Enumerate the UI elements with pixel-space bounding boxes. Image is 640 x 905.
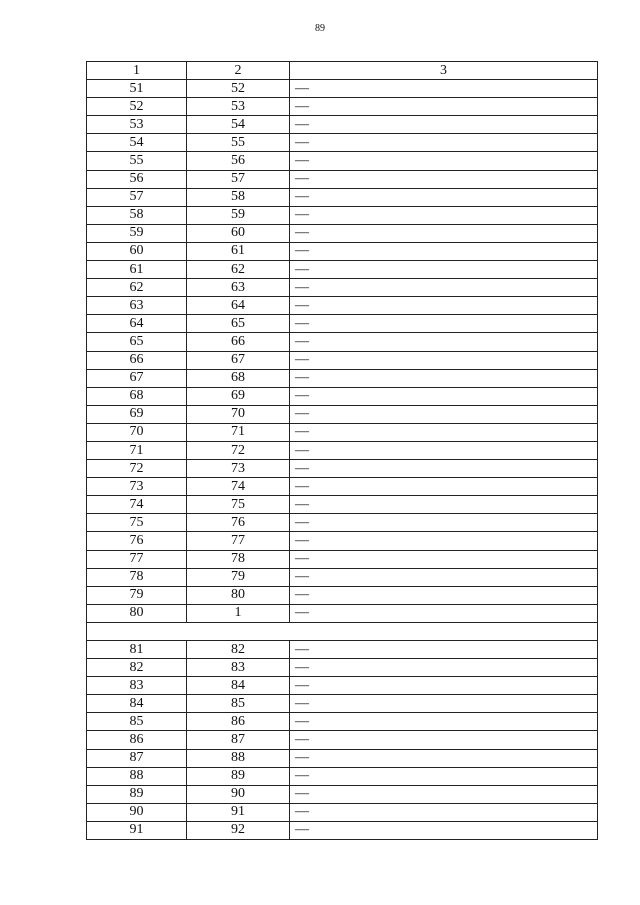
table-cell-col2: 68 [187,369,290,387]
table-row [87,496,598,514]
table-row [87,206,598,224]
table-cell-col2: 65 [187,315,290,333]
header-cell-3: 3 [290,62,598,80]
table-cell-col2: 53 [187,98,290,116]
table-cell-col1: 54 [87,134,187,152]
header-cell-1: 1 [87,62,187,80]
table-cell-col3: — [290,315,598,333]
table-cell-col3: — [290,659,598,677]
table-cell-col1: 66 [87,351,187,369]
table-cell-col1: 71 [87,441,187,459]
table-row [87,98,598,116]
table-cell-col1: 79 [87,586,187,604]
table-cell-col3: — [290,695,598,713]
table-cell-col2: 77 [187,532,290,550]
table-row [87,351,598,369]
table-cell-col1: 76 [87,532,187,550]
table-cell-col1: 72 [87,460,187,478]
section-separator-row [87,622,598,640]
table-row [87,333,598,351]
table-row [87,514,598,532]
table-cell-col2: 62 [187,261,290,279]
table-cell-col2: 59 [187,206,290,224]
table-cell-col3: — [290,514,598,532]
table-cell-col3: — [290,333,598,351]
table-cell-col2: 86 [187,713,290,731]
table-cell-col3: — [290,550,598,568]
table-cell-col3: — [290,369,598,387]
table-row [87,803,598,821]
table-row [87,188,598,206]
table-cell-col1: 53 [87,116,187,134]
table-cell-col3: — [290,423,598,441]
table-cell-col2: 78 [187,550,290,568]
table-cell-col3: — [290,767,598,785]
table-cell-col2: 87 [187,731,290,749]
table-cell-col3: — [290,242,598,260]
table-cell-col2: 69 [187,387,290,405]
table-cell-col1: 64 [87,315,187,333]
header-cell-2: 2 [187,62,290,80]
table-cell-col1: 78 [87,568,187,586]
table-row [87,261,598,279]
table-cell-col3: — [290,803,598,821]
table-cell-col1: 61 [87,261,187,279]
table-body [87,62,598,840]
table-row [87,749,598,767]
table-row [87,532,598,550]
table-row [87,478,598,496]
table-cell-col2: 90 [187,785,290,803]
table-cell-col2: 64 [187,297,290,315]
table-cell-col3: — [290,405,598,423]
page-number: 89 [315,23,325,34]
section-separator-cell [87,622,598,640]
table-cell-col1: 67 [87,369,187,387]
table-row [87,116,598,134]
table-cell-col3: — [290,134,598,152]
table-cell-col1: 81 [87,641,187,659]
table-cell-col3: — [290,297,598,315]
table-row [87,369,598,387]
table-cell-col3: — [290,206,598,224]
table-row [87,767,598,785]
table-cell-col1: 74 [87,496,187,514]
table-cell-col2: 58 [187,188,290,206]
table-row [87,460,598,478]
table-cell-col2: 67 [187,351,290,369]
table-cell-col3: — [290,532,598,550]
table-row [87,242,598,260]
table-cell-col1: 65 [87,333,187,351]
table-row [87,170,598,188]
table-cell-col2: 66 [187,333,290,351]
table-cell-col3: — [290,351,598,369]
table-cell-col1: 57 [87,188,187,206]
table-cell-col2: 56 [187,152,290,170]
data-table [86,61,598,840]
table-row [87,659,598,677]
table-cell-col3: — [290,188,598,206]
table-cell-col1: 55 [87,152,187,170]
table-cell-col3: — [290,460,598,478]
table-cell-col2: 89 [187,767,290,785]
table-cell-col2: 70 [187,405,290,423]
table-cell-col2: 75 [187,496,290,514]
table-cell-col1: 70 [87,423,187,441]
table-cell-col2: 63 [187,279,290,297]
table-cell-col1: 84 [87,695,187,713]
table-cell-col3: — [290,496,598,514]
table-cell-col3: — [290,279,598,297]
table-cell-col1: 59 [87,224,187,242]
table-row [87,586,598,604]
table-row [87,423,598,441]
table-row [87,604,598,622]
table-cell-col2: 52 [187,80,290,98]
table-cell-col2: 73 [187,460,290,478]
table-cell-col3: — [290,604,598,622]
table-cell-col3: — [290,170,598,188]
table-cell-col2: 82 [187,641,290,659]
table-row [87,315,598,333]
table-cell-col1: 75 [87,514,187,532]
table-cell-col1: 90 [87,803,187,821]
table-cell-col3: — [290,98,598,116]
table-cell-col1: 86 [87,731,187,749]
table-cell-col3: — [290,152,598,170]
table-cell-col1: 83 [87,677,187,695]
table-cell-col2: 57 [187,170,290,188]
table-cell-col3: — [290,224,598,242]
table-cell-col1: 63 [87,297,187,315]
table-row [87,80,598,98]
table-cell-col2: 74 [187,478,290,496]
table-row [87,785,598,803]
table-header-row [87,62,598,80]
table-cell-col1: 85 [87,713,187,731]
table-cell-col1: 60 [87,242,187,260]
table-cell-col2: 55 [187,134,290,152]
table-row [87,405,598,423]
table-cell-col2: 76 [187,514,290,532]
table-cell-col1: 80 [87,604,187,622]
table-row [87,713,598,731]
table-row [87,641,598,659]
table-cell-col2: 60 [187,224,290,242]
table-cell-col3: — [290,387,598,405]
table-row [87,134,598,152]
table-cell-col1: 58 [87,206,187,224]
table-cell-col1: 87 [87,749,187,767]
table-cell-col1: 89 [87,785,187,803]
table-cell-col2: 92 [187,821,290,839]
table-cell-col2: 91 [187,803,290,821]
table-cell-col2: 83 [187,659,290,677]
table-row [87,152,598,170]
table-cell-col3: — [290,641,598,659]
table-cell-col3: — [290,80,598,98]
table-row [87,550,598,568]
table-cell-col3: — [290,261,598,279]
table-cell-col1: 77 [87,550,187,568]
table-cell-col1: 91 [87,821,187,839]
table-row [87,568,598,586]
table-row [87,695,598,713]
table-cell-col1: 69 [87,405,187,423]
table-cell-col2: 88 [187,749,290,767]
table-cell-col2: 84 [187,677,290,695]
table-cell-col3: — [290,568,598,586]
table-row [87,677,598,695]
table-cell-col3: — [290,586,598,604]
table-cell-col2: 71 [187,423,290,441]
table-cell-col1: 51 [87,80,187,98]
table-cell-col1: 73 [87,478,187,496]
table-cell-col2: 80 [187,586,290,604]
table-row [87,821,598,839]
table-cell-col2: 79 [187,568,290,586]
table-row [87,387,598,405]
table-cell-col3: — [290,677,598,695]
table-cell-col2: 1 [187,604,290,622]
table-cell-col3: — [290,749,598,767]
table-cell-col3: — [290,478,598,496]
table-row [87,297,598,315]
table-cell-col3: — [290,785,598,803]
table-cell-col3: — [290,116,598,134]
table-cell-col1: 52 [87,98,187,116]
table-cell-col2: 85 [187,695,290,713]
table-cell-col1: 62 [87,279,187,297]
table-cell-col3: — [290,731,598,749]
table-row [87,731,598,749]
table-cell-col1: 88 [87,767,187,785]
table-cell-col1: 68 [87,387,187,405]
table-row [87,279,598,297]
table-cell-col3: — [290,821,598,839]
table-row [87,441,598,459]
table-cell-col2: 72 [187,441,290,459]
table-cell-col3: — [290,441,598,459]
table-cell-col1: 56 [87,170,187,188]
table-cell-col1: 82 [87,659,187,677]
table-cell-col2: 54 [187,116,290,134]
table-cell-col2: 61 [187,242,290,260]
table-row [87,224,598,242]
table-cell-col3: — [290,713,598,731]
